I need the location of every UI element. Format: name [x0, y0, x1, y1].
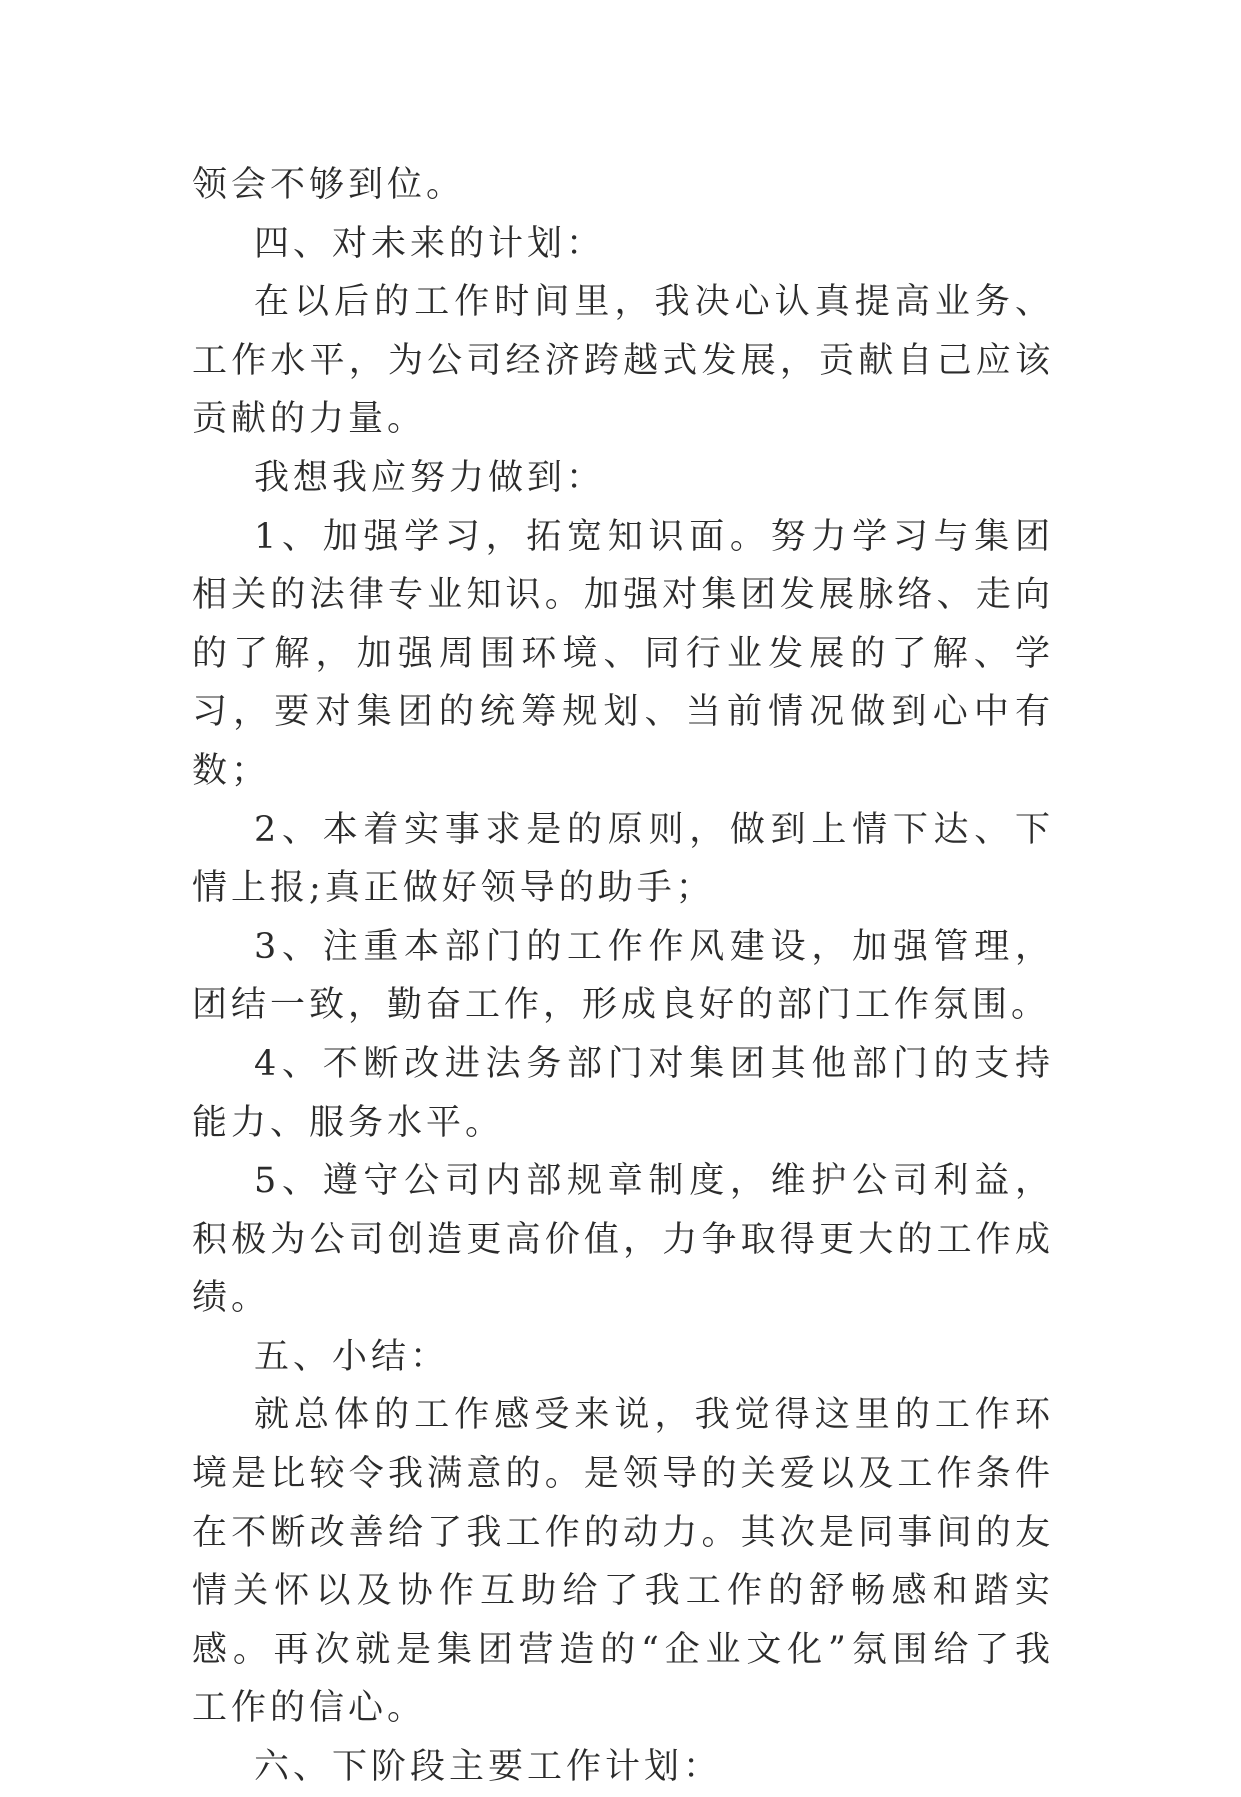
document-body: [192, 156, 1054, 1797]
section-heading-future-plan: 四、对未来的计划：: [254, 223, 606, 264]
paragraph-resolution: 在以后的工作时间里，我决心认真提高业务、工作水平，为公司经济跨越式发展，贡献自己应该贡献的力量。: [192, 282, 1054, 440]
list-item-3: 3、注重本部门的工作作风建设，加强管理，团结一致，勤奋工作，形成良好的部门工作氛围。: [192, 926, 1054, 1026]
list-item-1: 1、加强学习，拓宽知识面。努力学习与集团相关的法律专业知识。加强对集团发展脉络、走向的了解，加强周围环境、同行业发展的了解、学习，要对集团的统筹规划、当前情况做到心中有数；: [192, 516, 1054, 791]
list-item-5: 5、遵守公司内部规章制度，维护公司利益，积极为公司创造更高价值，力争取得更大的工作成绩。: [192, 1161, 1054, 1319]
paragraph-continuation: 领会不够到位。: [192, 165, 466, 205]
paragraph-summary: 就总体的工作感受来说，我觉得这里的工作环境是比较令我满意的。是领导的关爱以及工作条件在不断改善给了我工作的动力。其次是同事间的友情关怀以及协作互助给了我工作的舒畅感和踏实感。再次就是集团营造的“企业文化”氛围给了我工作的信心。: [192, 1395, 1054, 1729]
section-heading-summary: 五、小结：: [254, 1336, 450, 1377]
list-item-4: 4、不断改进法务部门对集团其他部门的支持能力、服务水平。: [192, 1043, 1054, 1143]
section-heading-next-plan: 六、下阶段主要工作计划：: [254, 1747, 723, 1788]
list-item-2: 2、本着实事求是的原则，做到上情下达、下情上报;真正做好领导的助手；: [192, 809, 1054, 909]
paragraph-goals-intro: 我想我应努力做到：: [254, 457, 606, 498]
